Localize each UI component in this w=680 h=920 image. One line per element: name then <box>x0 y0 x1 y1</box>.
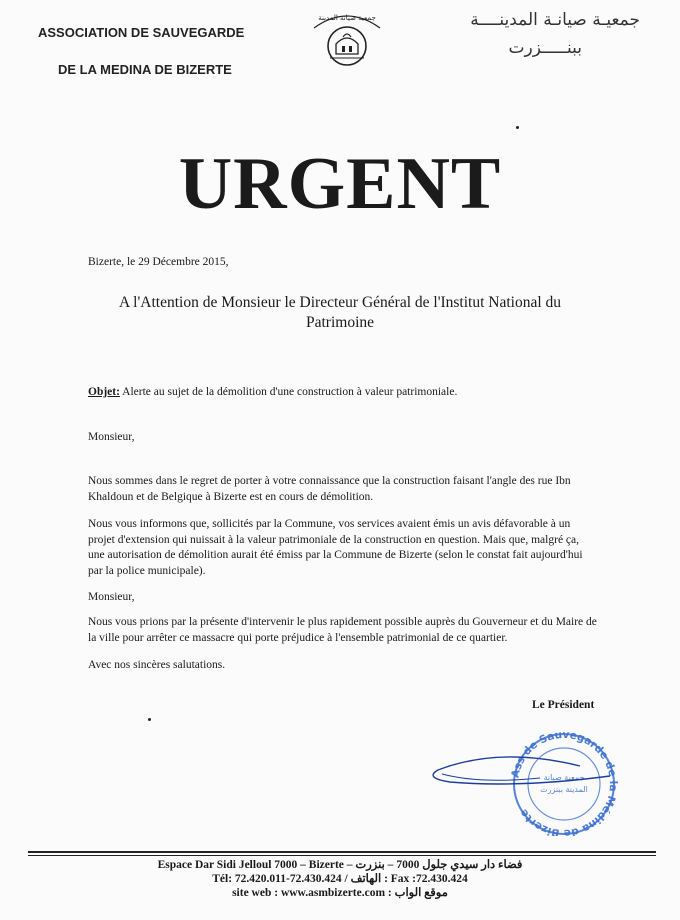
body-paragraph: Nous vous informons que, sollicités par la Commune, vos services avaient émis un avis défavorable à un projet d'extension qui nuissait à la valeur patrimoniale de la construction en question. Mais que, malgré ça, une autorisation de démolition aurait été émiss par la Commune de Bizerte (selon le constat fait aujourd'hui par la police municipale). <box>88 518 583 577</box>
svg-text:المدينة ببنزرت: المدينة ببنزرت <box>540 785 588 794</box>
salutation: Monsieur, <box>88 431 135 443</box>
org-name-fr-line2: DE LA MEDINA DE BIZERTE <box>58 62 232 77</box>
footer-divider-thin <box>28 855 656 856</box>
official-stamp <box>420 726 630 836</box>
svg-text:Ass de Sauvegarde de la Médina: Ass de Sauvegarde de la Médina de Bizerte <box>509 728 620 836</box>
closing-line: Avec nos sincères salutations. <box>88 659 226 671</box>
speck <box>148 718 151 721</box>
signature-title: Le Président <box>532 699 595 711</box>
subject-text: Alerte au sujet de la démolition d'une construction à valeur patrimoniale. <box>119 386 458 398</box>
body-paragraph: Nous sommes dans le regret de porter à votre connaissance que la construction faisant l'angle des rue Ibn Khaldoun et de Belgique à Bizerte est en cours de démolition. <box>88 475 571 503</box>
svg-text:جمعية صيانة المدينة: جمعية صيانة المدينة <box>318 14 376 22</box>
svg-text:جمعية صيانة: جمعية صيانة <box>543 773 585 782</box>
body-salutation: Monsieur, <box>88 591 135 603</box>
org-name-ar-line2: ببنـــــزرت <box>508 38 582 58</box>
footer-phone: Tél: 72.420.011-72.430.424 / الهاتف : Fax :72.430.424 <box>212 873 468 885</box>
org-name-fr-line1: ASSOCIATION DE SAUVEGARDE <box>38 25 245 40</box>
page-title: URGENT <box>178 143 502 225</box>
footer-website: site web : www.asmbizerte.com : موقع الواب <box>232 887 448 899</box>
org-name-ar-line1: جمعيـة صيانـة المدينــــة <box>470 10 640 30</box>
subject-line <box>88 385 608 400</box>
speck <box>516 126 519 129</box>
letter-date: Bizerte, le 29 Décembre 2015, <box>88 256 229 268</box>
recipient-line: A l'Attention de Monsieur le Directeur Général de l'Institut National du Patrimoine <box>118 294 562 331</box>
footer-divider <box>28 851 656 853</box>
body-paragraph: Nous vous prions par la présente d'intervenir le plus rapidement possible auprès du Gouverneur et du Maire de la ville pour arrêter ce massacre qui porte préjudice à l'ensemble patrimonial de ce quartier. <box>88 616 597 644</box>
subject-label: Objet: <box>88 386 120 398</box>
footer-address: Espace Dar Sidi Jelloul 7000 – Bizerte – فضاء دار سيدي جلول 7000 – بنزرت <box>157 859 523 871</box>
medina-emblem-icon <box>306 8 388 70</box>
